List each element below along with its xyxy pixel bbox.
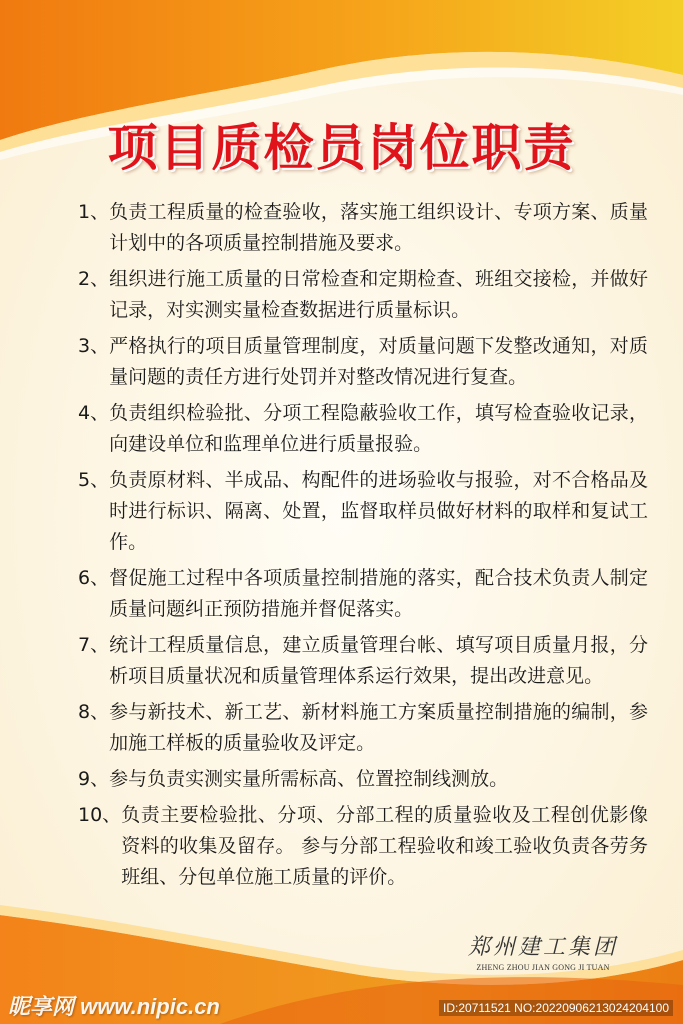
duty-text: 组织进行施工质量的日常检查和定期检查、班组交接检，并做好记录，对实测实量检查数据进行质量标识。 xyxy=(109,268,648,321)
duty-number: 8、 xyxy=(78,701,110,723)
duty-item xyxy=(78,800,648,893)
duty-item xyxy=(78,197,648,259)
duty-number: 10、 xyxy=(78,804,122,826)
duty-item xyxy=(78,331,648,393)
duty-list xyxy=(78,197,648,898)
duty-item xyxy=(78,465,648,558)
duty-item xyxy=(78,264,648,326)
duty-number: 3、 xyxy=(78,335,110,357)
duty-item xyxy=(78,697,648,759)
duty-number: 2、 xyxy=(78,268,110,290)
duty-item xyxy=(78,398,648,460)
duty-text: 统计工程质量信息，建立质量管理台帐、填写项目质量月报，分析项目质量状况和质量管理体系运行效果，提出改进意见。 xyxy=(109,634,648,687)
duty-text: 督促施工过程中各项质量控制措施的落实，配合技术负责人制定质量问题纠正预防措施并督促落实。 xyxy=(109,567,648,620)
image-id-watermark: ID:20711521 NO:20220906213024204100 xyxy=(439,1000,673,1016)
duty-number: 7、 xyxy=(78,634,110,656)
duty-item xyxy=(78,630,648,692)
company-name-cn: 郑州建工集团 xyxy=(468,935,619,960)
duty-number: 4、 xyxy=(78,402,110,424)
duty-number: 6、 xyxy=(78,567,110,589)
page-title: 项目质检员岗位职责 xyxy=(107,119,576,177)
duty-number: 1、 xyxy=(78,201,110,223)
duty-number: 5、 xyxy=(78,469,110,491)
duty-number: 9、 xyxy=(78,768,110,790)
duty-text: 负责工程质量的检查验收，落实施工组织设计、专项方案、质量计划中的各项质量控制措施及要求。 xyxy=(109,201,648,254)
duty-text: 参与负责实测实量所需标高、位置控制线测放。 xyxy=(109,768,509,790)
company-logo xyxy=(468,930,618,972)
site-watermark: 昵享网 www.nipic.cn xyxy=(8,994,220,1019)
duty-text: 严格执行的项目质量管理制度，对质量问题下发整改通知，对质量问题的责任方进行处罚并对整改情况进行复查。 xyxy=(109,335,648,388)
company-name-en: ZHENG ZHOU JIAN GONG JI TUAN xyxy=(476,963,610,972)
duty-text: 负责原材料、半成品、构配件的进场验收与报验，对不合格品及时进行标识、隔离、处置，监督取样员做好材料的取样和复试工作。 xyxy=(109,469,648,553)
duty-text: 负责组织检验批、分项工程隐蔽验收工作，填写检查验收记录，向建设单位和监理单位进行质量报验。 xyxy=(109,402,648,455)
duty-text: 负责主要检验批、分项、分部工程的质量验收及工程创优影像资料的收集及留存。 参与分部工程验收和竣工验收负责各劳务班组、分包单位施工质量的评价。 xyxy=(121,804,648,888)
duty-text: 参与新技术、新工艺、新材料施工方案质量控制措施的编制，参加施工样板的质量验收及评定。 xyxy=(109,701,648,754)
duty-item xyxy=(78,563,648,625)
duty-item xyxy=(78,764,648,795)
